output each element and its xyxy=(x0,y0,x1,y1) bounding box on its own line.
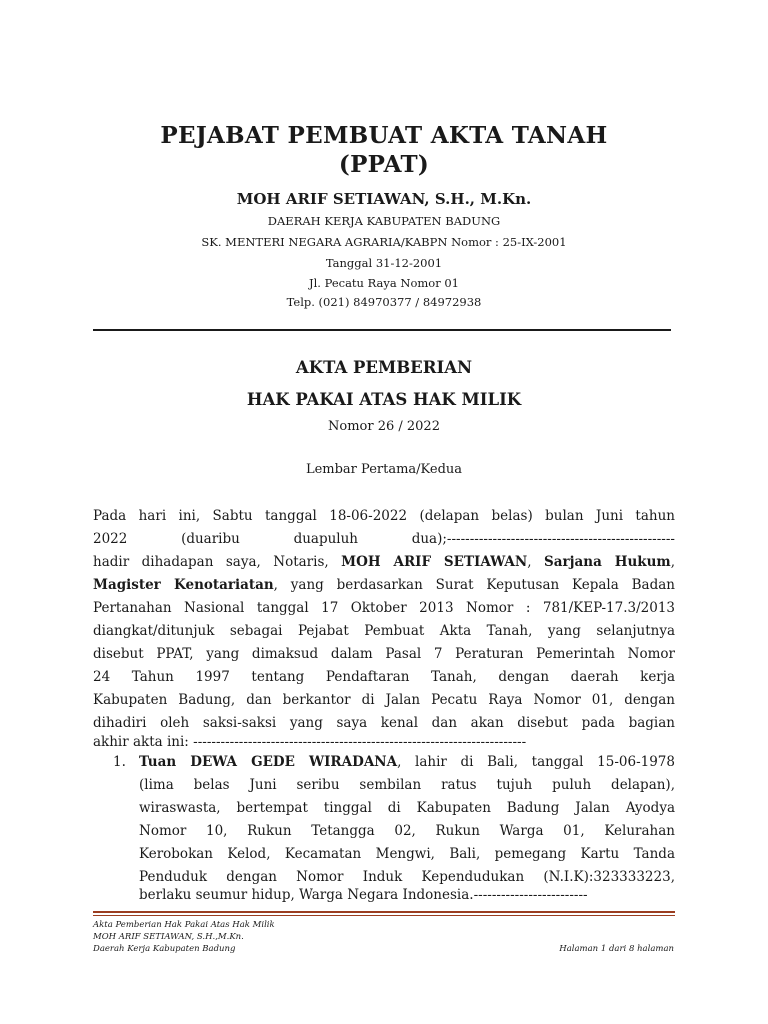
list-item-line: (lima belas Juni seribu sembilan ratus tujuh puluh delapan), xyxy=(139,777,675,793)
body-line: 2022 (duaribu duapuluh dua);-------------------------------------------------- xyxy=(93,531,675,547)
list-item-line xyxy=(139,751,675,773)
decree-date: Tanggal 31-12-2001 xyxy=(325,256,443,270)
party-name: Tuan DEWA GEDE WIRADANA xyxy=(139,754,398,770)
list-item-line: Penduduk dengan Nomor Induk Kependudukan (N.I.K):323333223, xyxy=(139,869,675,885)
footer-region: Daerah Kerja Kabupaten Badung xyxy=(93,944,236,954)
body-line: diangkat/ditunjuk sebagai Pejabat Pembuat Akta Tanah, yang selanjutnya xyxy=(93,623,675,639)
page-number: Halaman 1 dari 8 halaman xyxy=(559,944,674,954)
deed-subtitle: HAK PAKAI ATAS HAK MILIK xyxy=(246,390,522,409)
body-line: dihadiri oleh saksi-saksi yang saya kenal dan akan disebut pada bagian xyxy=(93,715,675,731)
footer-deed-title: Akta Pemberian Hak Pakai Atas Hak Milik xyxy=(93,920,275,930)
body-line xyxy=(93,551,675,573)
body-line: 24 Tahun 1997 tentang Pendaftaran Tanah, dengan daerah kerja xyxy=(93,669,675,685)
body-text: , xyxy=(670,554,675,570)
office-phone: Telp. (021) 84970377 / 84972938 xyxy=(286,295,482,309)
body-text: , xyxy=(527,554,545,570)
list-item-text: , lahir di Bali, tanggal 15-06-1978 xyxy=(397,754,675,770)
office-title: PEJABAT PEMBUAT AKTA TANAH xyxy=(160,122,608,149)
notary-name: MOH ARIF SETIAWAN xyxy=(341,554,528,570)
footer-divider xyxy=(93,911,675,913)
decree-reference: SK. MENTERI NEGARA AGRARIA/KABPN Nomor : 25-IX-2001 xyxy=(201,235,567,249)
deed-title: AKTA PEMBERIAN xyxy=(295,358,473,377)
body-line: Pertanahan Nasional tanggal 17 Oktober 2013 Nomor : 781/KEP-17.3/2013 xyxy=(93,600,675,616)
body-text: hadir dihadapan saya, Notaris, xyxy=(93,554,342,570)
list-item-line: berlaku seumur hidup, Warga Negara Indonesia.------------------------- xyxy=(139,887,588,903)
work-region: DAERAH KERJA KABUPATEN BADUNG xyxy=(267,214,501,228)
notary-degree: Magister Kenotariatan xyxy=(93,577,274,593)
list-item-line: wiraswasta, bertempat tinggal di Kabupaten Badung Jalan Ayodya xyxy=(139,800,675,816)
official-name: MOH ARIF SETIAWAN, S.H., M.Kn. xyxy=(236,190,532,208)
body-line: disebut PPAT, yang dimaksud dalam Pasal 7 Peraturan Pemerintah Nomor xyxy=(93,646,675,662)
list-item-line: Nomor 10, Rukun Tetangga 02, Rukun Warga 01, Kelurahan xyxy=(139,823,675,839)
body-line: Pada hari ini, Sabtu tanggal 18-06-2022 (delapan belas) bulan Juni tahun xyxy=(93,508,675,524)
body-line: akhir akta ini: ------------------------------------------------------------------------- xyxy=(93,734,527,750)
footer-divider-thin xyxy=(93,915,675,916)
body-text: , yang berdasarkan Surat Keputusan Kepala Badan xyxy=(273,577,675,593)
list-item-line: Kerobokan Kelod, Kecamatan Mengwi, Bali, pemegang Kartu Tanda xyxy=(139,846,675,862)
office-abbreviation: (PPAT) xyxy=(338,151,430,178)
deed-number: Nomor 26 / 2022 xyxy=(328,419,440,434)
office-address: Jl. Pecatu Raya Nomor 01 xyxy=(309,276,459,290)
body-line xyxy=(93,574,675,596)
notary-degree: Sarjana Hukum xyxy=(544,554,671,570)
sheet-label: Lembar Pertama/Kedua xyxy=(305,462,463,477)
header-divider xyxy=(93,329,671,331)
body-line: Kabupaten Badung, dan berkantor di Jalan Pecatu Raya Nomor 01, dengan xyxy=(93,692,675,708)
footer-official-name: MOH ARIF SETIAWAN, S.H.,M.Kn. xyxy=(93,932,244,942)
list-number: 1. xyxy=(113,754,126,770)
